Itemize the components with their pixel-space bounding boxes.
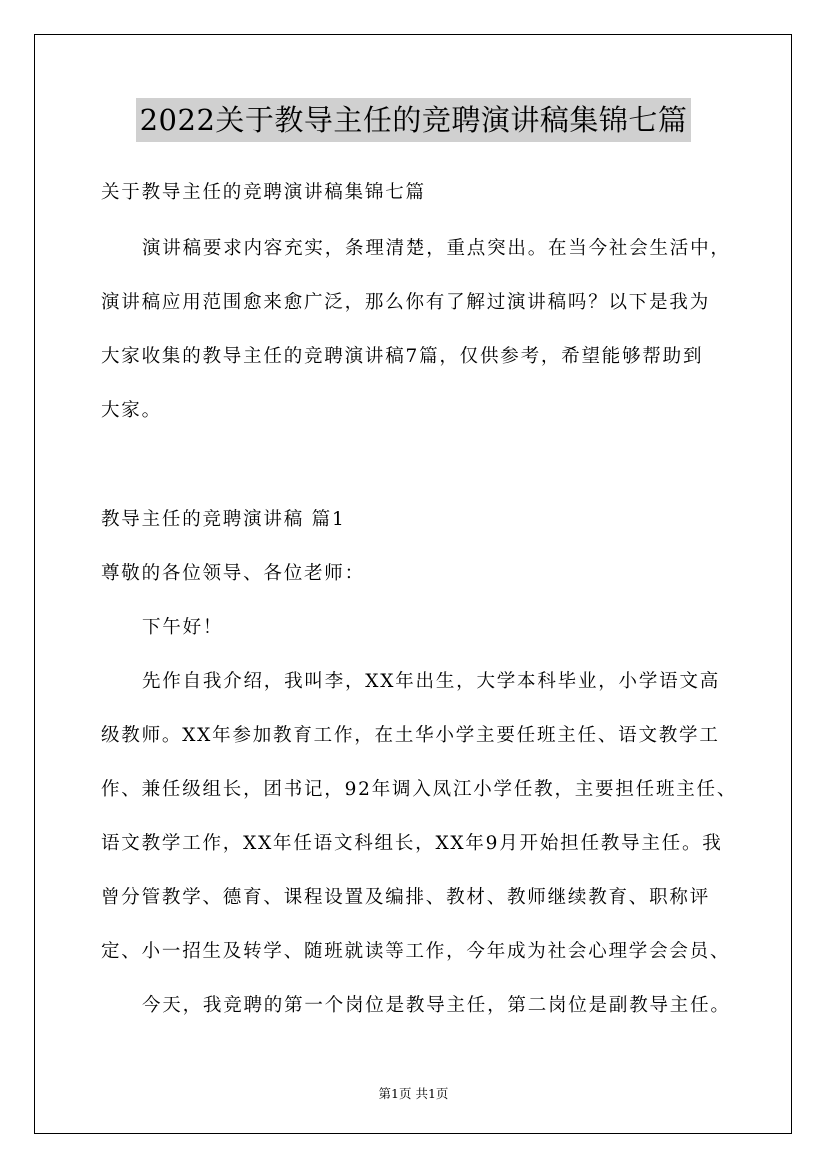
body-line-2: 级教师。XX年参加教育工作，在土华小学主要任班主任、语文教学工 [101,725,720,746]
salutation: 尊敬的各位领导、各位老师： [101,563,365,584]
greeting: 下午好！ [142,617,224,638]
body-line-1: 先作自我介绍，我叫李，XX年出生，大学本科毕业，小学语文高 [142,671,721,692]
body-line-7: 今天，我竞聘的第一个岗位是教导主任，第二岗位是副教导主任。 [142,995,731,1016]
document-subtitle: 关于教导主任的竞聘演讲稿集锦七篇 [101,182,426,203]
body-line-5: 曾分管教学、德育、课程设置及编排、教材、教师继续教育、职称评 [101,887,711,908]
section-heading: 教导主任的竞聘演讲稿 篇1 [101,509,346,530]
document-title: 2022关于教导主任的竞聘演讲稿集锦七篇 [136,98,692,142]
intro-line-1: 演讲稿要求内容充实，条理清楚，重点突出。在当今社会生活中， [142,238,731,259]
title-container [0,98,827,142]
body-line-4: 语文教学工作，XX年任语文科组长，XX年9月开始担任教导主任。我 [101,833,723,854]
intro-line-2: 演讲稿应用范围愈来愈广泛，那么你有了解过演讲稿吗？以下是我为 [101,292,711,313]
page-footer: 第1页 共1页 [378,1086,449,1101]
intro-line-4: 大家。 [101,400,162,421]
body-line-3: 作、兼任级组长，团书记，92年调入凤江小学任教，主要担任班主任、 [101,779,738,800]
body-line-6: 定、小一招生及转学、随班就读等工作，今年成为社会心理学会会员、 [101,941,731,962]
intro-line-3: 大家收集的教导主任的竞聘演讲稿7篇，仅供参考，希望能够帮助到 [101,346,704,367]
